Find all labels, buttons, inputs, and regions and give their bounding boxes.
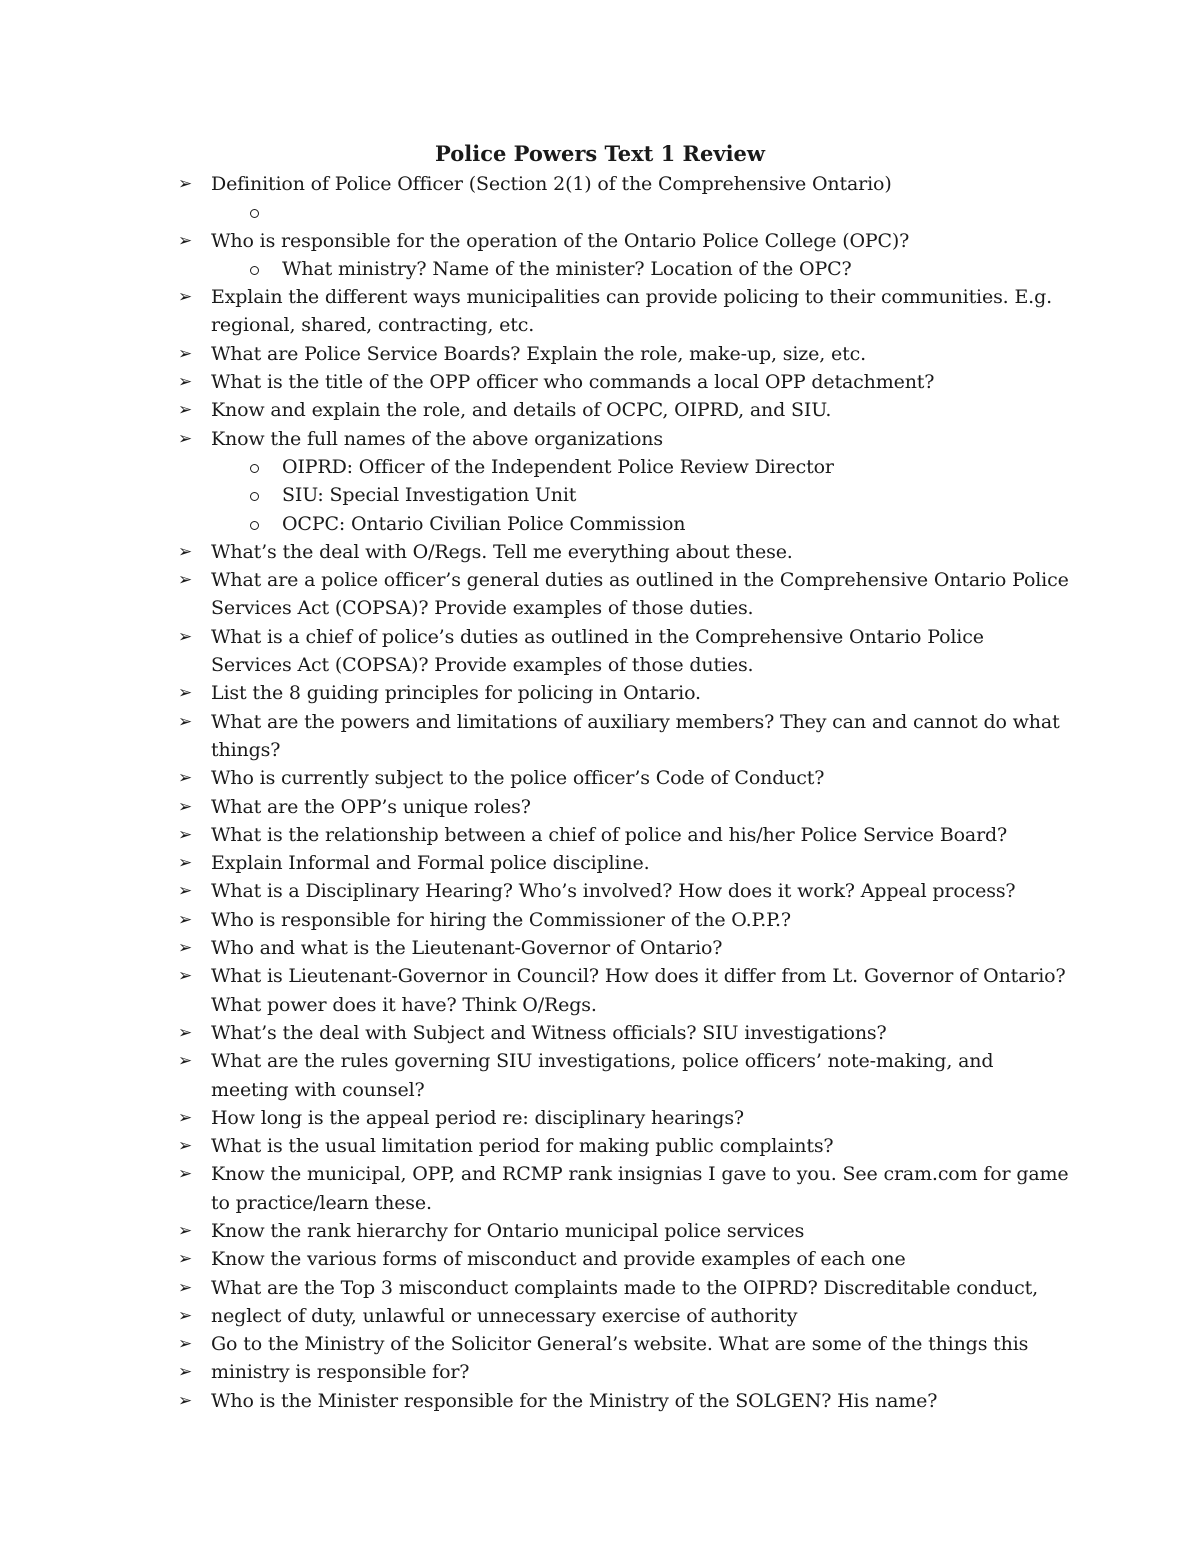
list-item-text: How long is the appeal period re: disciplinary hearings? <box>211 1106 744 1129</box>
arrow-bullet-icon: ➢ <box>178 1305 193 1326</box>
sub-list-item <box>0 198 1200 226</box>
sub-list-item-text: OCPC: Ontario Civilian Police Commission <box>282 512 686 535</box>
list-item <box>0 934 1200 962</box>
sub-list-item <box>0 510 1200 538</box>
list-item <box>0 962 1200 1019</box>
arrow-bullet-icon: ➢ <box>178 230 193 251</box>
list-item-text: Who is currently subject to the police officer’s Code of Conduct? <box>211 767 825 790</box>
arrow-bullet-icon: ➢ <box>178 683 193 704</box>
list-item-text: Who and what is the Lieutenant-Governor of Ontario? <box>211 937 723 960</box>
arrow-bullet-icon: ➢ <box>178 1334 193 1355</box>
list-item-text: What is the usual limitation period for making public complaints? <box>211 1135 834 1158</box>
arrow-bullet-icon: ➢ <box>178 796 193 817</box>
list-item-text: Who is responsible for hiring the Commissioner of the O.P.P.? <box>211 908 791 931</box>
list-item <box>0 679 1200 707</box>
arrow-bullet-icon: ➢ <box>178 1107 193 1128</box>
arrow-bullet-icon: ➢ <box>178 881 193 902</box>
list-item-text: What are the Top 3 misconduct complaints made to the OIPRD? Discreditable conduct, <box>211 1276 1039 1299</box>
list-item-text: Know the various forms of misconduct and provide examples of each one <box>211 1248 906 1271</box>
arrow-bullet-icon: ➢ <box>178 853 193 874</box>
list-item <box>0 1104 1200 1132</box>
list-item-text: Explain Informal and Formal police discipline. <box>211 852 650 875</box>
circle-bullet-icon <box>250 209 259 218</box>
arrow-bullet-icon: ➢ <box>178 768 193 789</box>
list-item <box>0 1274 1200 1302</box>
list-item-text: What are the OPP’s unique roles? <box>211 795 531 818</box>
list-item <box>0 1387 1200 1415</box>
list-item <box>0 396 1200 424</box>
page-title: Police Powers Text 1 Review <box>435 141 765 166</box>
list-item <box>0 849 1200 877</box>
list-item-text: What is the relationship between a chief of police and his/her Police Service Board? <box>211 823 1008 846</box>
list-item-text: Know and explain the role, and details of OCPC, OIPRD, and SIU. <box>211 399 832 422</box>
circle-bullet-icon <box>250 464 259 473</box>
list-item <box>0 538 1200 566</box>
list-item <box>0 1330 1200 1358</box>
list-item-text: Know the full names of the above organizations <box>211 427 663 450</box>
circle-bullet-icon <box>250 266 259 275</box>
list-item-text: What are Police Service Boards? Explain the role, make-up, size, etc. <box>211 342 866 365</box>
sub-list-item-text: OIPRD: Officer of the Independent Police Review Director <box>282 455 834 478</box>
list-item-text: Who is responsible for the operation of the Ontario Police College (OPC)? <box>211 229 910 252</box>
arrow-bullet-icon: ➢ <box>178 1051 193 1072</box>
list-item-text: neglect of duty, unlawful or unnecessary exercise of authority <box>211 1304 798 1327</box>
review-question-list <box>0 170 1200 1415</box>
circle-bullet-icon <box>250 521 259 530</box>
list-item-text: Who is the Minister responsible for the Ministry of the SOLGEN? His name? <box>211 1389 938 1412</box>
list-item <box>0 708 1200 765</box>
list-item-text: Know the rank hierarchy for Ontario municipal police services <box>211 1219 805 1242</box>
list-item <box>0 623 1200 680</box>
list-item-text: What is a chief of police’s duties as outlined in the Comprehensive Ontario Police Services Act (COPSA)? Provide examples of those duties. <box>211 625 984 677</box>
list-item-text: What’s the deal with Subject and Witness officials? SIU investigations? <box>211 1021 887 1044</box>
list-item <box>0 170 1200 198</box>
arrow-bullet-icon: ➢ <box>178 1136 193 1157</box>
list-item <box>0 1132 1200 1160</box>
list-item <box>0 877 1200 905</box>
arrow-bullet-icon: ➢ <box>178 909 193 930</box>
arrow-bullet-icon: ➢ <box>178 1362 193 1383</box>
arrow-bullet-icon: ➢ <box>178 1249 193 1270</box>
arrow-bullet-icon: ➢ <box>178 1277 193 1298</box>
arrow-bullet-icon: ➢ <box>178 626 193 647</box>
arrow-bullet-icon: ➢ <box>178 428 193 449</box>
list-item <box>0 1358 1200 1386</box>
list-item <box>0 821 1200 849</box>
list-item-text: What is a Disciplinary Hearing? Who’s involved? How does it work? Appeal process? <box>211 880 1016 903</box>
list-item-text: List the 8 guiding principles for policing in Ontario. <box>211 682 701 705</box>
list-item <box>0 906 1200 934</box>
list-item-text: Know the municipal, OPP, and RCMP rank insignias I gave to you. See cram.com for game to practice/learn these. <box>211 1163 1069 1214</box>
list-item-text: What’s the deal with O/Regs. Tell me everything about these. <box>211 540 793 563</box>
list-item <box>0 227 1200 255</box>
list-item <box>0 764 1200 792</box>
list-item <box>0 793 1200 821</box>
list-item <box>0 1019 1200 1047</box>
arrow-bullet-icon: ➢ <box>178 711 193 732</box>
list-item-text: Go to the Ministry of the Solicitor General’s website. What are some of the things this <box>211 1333 1029 1356</box>
list-item <box>0 340 1200 368</box>
list-item-text: Definition of Police Officer (Section 2(1) of the Comprehensive Ontario) <box>211 173 892 195</box>
list-item <box>0 1302 1200 1330</box>
arrow-bullet-icon: ➢ <box>178 372 193 393</box>
list-item-text: Explain the different ways municipalities can provide policing to their communities. E.g. regional, shared, contracting, etc. <box>211 286 1052 337</box>
list-item-text: What is Lieutenant-Governor in Council? How does it differ from Lt. Governor of Ontario? What power does it have? Think O/Regs. <box>211 965 1066 1016</box>
list-item <box>0 566 1200 623</box>
arrow-bullet-icon: ➢ <box>178 824 193 845</box>
sub-list-item <box>0 255 1200 283</box>
list-item-text: What are the powers and limitations of auxiliary members? They can and cannot do what things? <box>211 710 1060 761</box>
sub-list-item-text: SIU: Special Investigation Unit <box>282 484 577 507</box>
list-item-text: What are a police officer’s general duties as outlined in the Comprehensive Ontario Police Services Act (COPSA)? Provide examples of those duties. <box>211 569 1069 620</box>
sub-list-item <box>0 453 1200 481</box>
arrow-bullet-icon: ➢ <box>178 966 193 987</box>
list-item <box>0 1217 1200 1245</box>
arrow-bullet-icon: ➢ <box>178 1164 193 1185</box>
arrow-bullet-icon: ➢ <box>178 1390 193 1411</box>
list-item-text: What is the title of the OPP officer who commands a local OPP detachment? <box>211 371 935 394</box>
list-item <box>0 1245 1200 1273</box>
arrow-bullet-icon: ➢ <box>178 400 193 421</box>
arrow-bullet-icon: ➢ <box>178 343 193 364</box>
arrow-bullet-icon: ➢ <box>178 541 193 562</box>
arrow-bullet-icon: ➢ <box>178 174 193 194</box>
list-item <box>0 368 1200 396</box>
arrow-bullet-icon: ➢ <box>178 1220 193 1241</box>
circle-bullet-icon <box>250 492 259 501</box>
arrow-bullet-icon: ➢ <box>178 938 193 959</box>
arrow-bullet-icon: ➢ <box>178 1022 193 1043</box>
sub-list-item-text: What ministry? Name of the minister? Location of the OPC? <box>282 257 852 280</box>
list-item <box>0 1047 1200 1104</box>
sub-list-item <box>0 481 1200 509</box>
list-item <box>0 1160 1200 1217</box>
list-item-text: What are the rules governing SIU investigations, police officers’ note-making, and meeting with counsel? <box>211 1050 994 1101</box>
list-item <box>0 425 1200 453</box>
arrow-bullet-icon: ➢ <box>178 287 193 308</box>
arrow-bullet-icon: ➢ <box>178 570 193 591</box>
list-item <box>0 283 1200 340</box>
list-item-text: ministry is responsible for? <box>211 1361 470 1384</box>
